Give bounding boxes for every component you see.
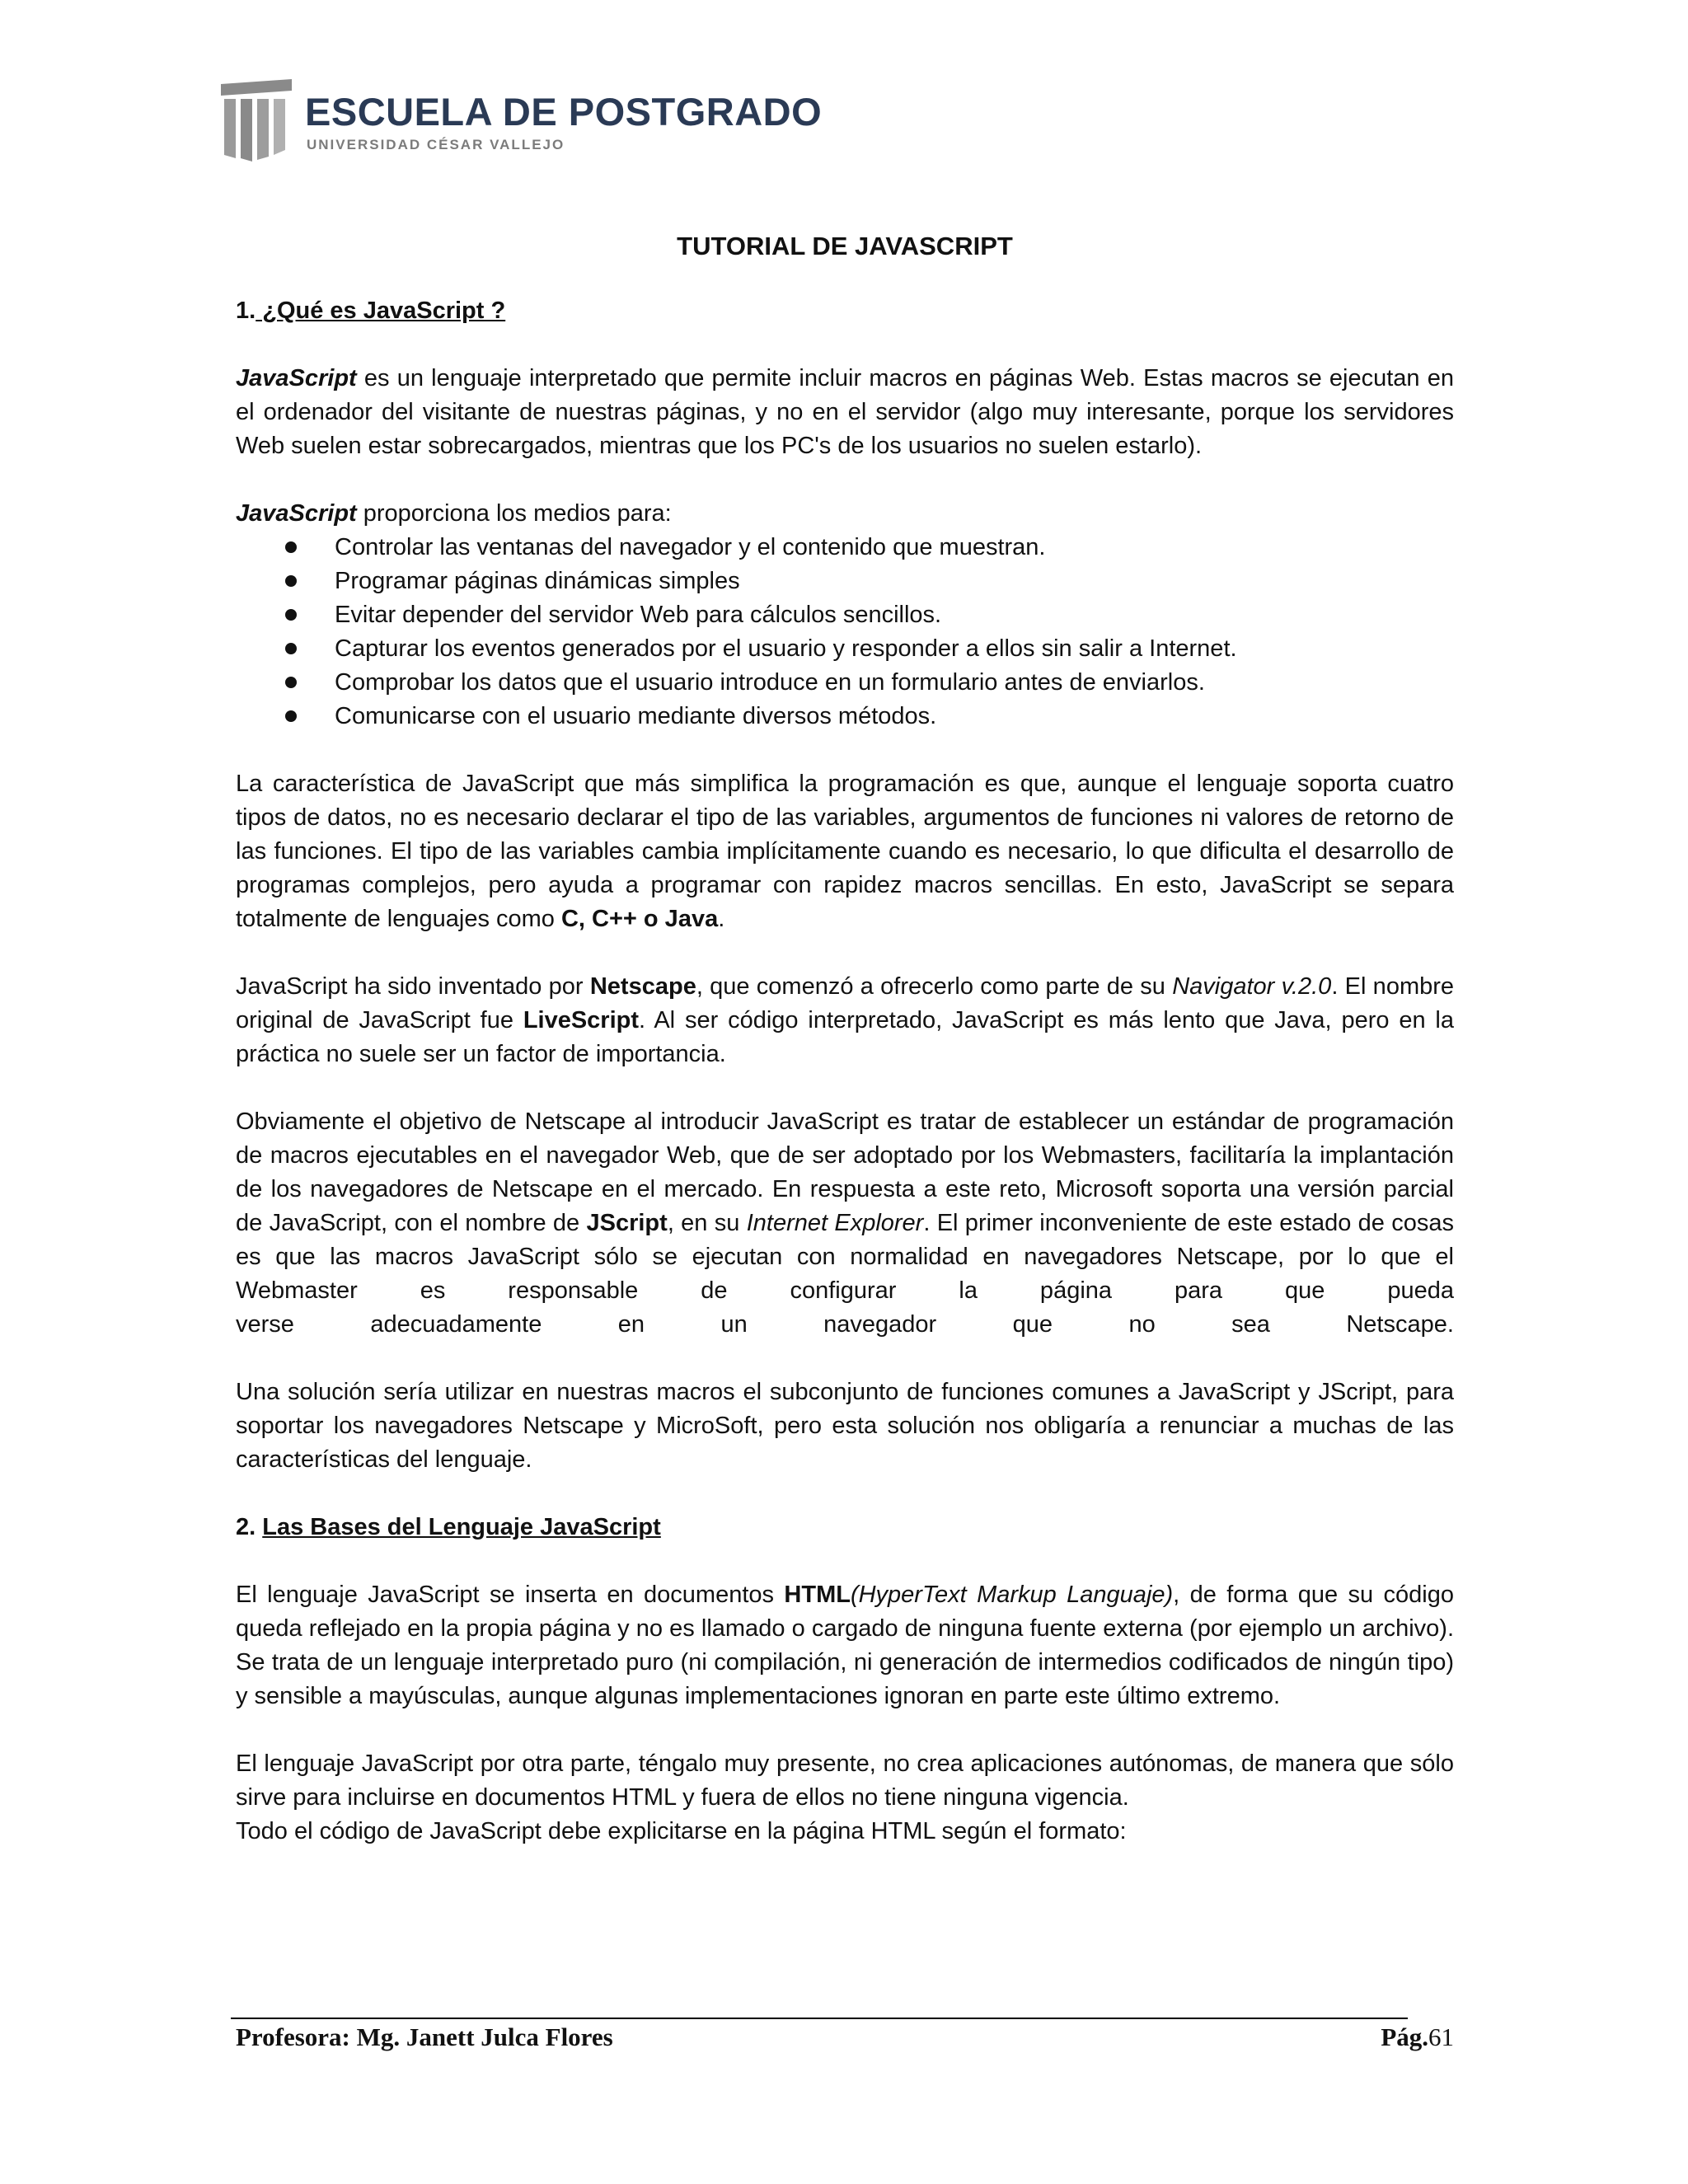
section-2-paragraph-1: El lenguaje JavaScript se inserta en documentos HTML(HyperText Markup Languaje), de forma que su código queda reflejado en la propia página y no es llamado o cargado de ninguna fuente externa (por ejemplo un archivo). Se trata de un lenguaje interpretado puro (ni compilación, ni generación de intermedios codificados de ningún tipo) y sensible a mayúsculas, aunque algunas implementaciones ignoran en parte este último extremo.: [236, 1582, 1454, 1709]
document-title: TUTORIAL DE JAVASCRIPT: [677, 232, 1013, 260]
document-body: [236, 229, 1454, 1849]
section-1-title: ¿Qué es JavaScript ?: [256, 298, 506, 324]
section-1-number: 1.: [236, 298, 256, 324]
logo-subtitle: UNIVERSIDAD CÉSAR VALLEJO: [307, 137, 565, 152]
justified-last-line: verse adecuadamente en un navegador que no sea Netscape.: [236, 1311, 1454, 1338]
page-footer: [236, 2022, 1454, 2052]
page-indicator: [1381, 2022, 1454, 2052]
list-item: Comunicarse con el usuario mediante diversos métodos.: [236, 700, 1454, 733]
page-number: 61: [1428, 2022, 1454, 2051]
footer-author: Profesora: Mg. Janett Julca Flores: [236, 2022, 613, 2051]
section-1-paragraph-6: Una solución sería utilizar en nuestras macros el subconjunto de funciones comunes a JavaScript y JScript, para soportar los navegadores Netscape y MicroSoft, pero esta solución nos obligaría a renunciar a muchas de las características del lenguaje.: [236, 1379, 1454, 1473]
page-label: Pág.: [1381, 2022, 1428, 2051]
section-2-number: 2.: [236, 1514, 263, 1540]
term-javascript: JavaScript: [236, 365, 357, 391]
logo-title: ESCUELA DE POSTGRADO: [305, 90, 823, 134]
features-list: [236, 531, 1454, 733]
section-2-title: Las Bases del Lenguaje JavaScript: [262, 1514, 661, 1540]
section-1-paragraph-2: JavaScript proporciona los medios para:: [236, 500, 672, 527]
section-1-paragraph-5: Obviamente el objetivo de Netscape al introducir JavaScript es tratar de establecer un estándar de programación de macros ejecutables en el navegador Web, que de ser adoptado por los Webmasters, facilitaría la implantación de los navegadores de Netscape en el mercado. En respuesta a este reto, Microsoft soporta una versión parcial de JavaScript, con el nombre de JScript, en su Internet Explorer. El primer inconveniente de este estado de cosas es que las macros JavaScript sólo se ejecutan con normalidad en navegadores Netscape, por lo que el Webmaster es responsable de configurar la página para que pueda verse adecuadamente en un navegador que no sea Netscape.: [236, 1105, 1454, 1342]
section-1-paragraph-4: JavaScript ha sido inventado por Netscape, que comenzó a ofrecerlo como parte de su Navigator v.2.0. El nombre original de JavaScript fue LiveScript. Al ser código interpretado, JavaScript es más lento que Java, pero en la práctica no suele ser un factor de importancia.: [236, 973, 1455, 1067]
section-1-paragraph-3: La característica de JavaScript que más simplifica la programación es que, aunque el lenguaje soporta cuatro tipos de datos, no es necesario declarar el tipo de las variables, argumentos de funciones ni valores de retorno de las funciones. El tipo de las variables cambia implícitamente cuando es necesario, lo que dificulta el desarrollo de programas complejos, pero ayuda a programar con rapidez macros sencillas. En esto, JavaScript se separa totalmente de lenguajes como C, C++ o Java.: [236, 771, 1454, 932]
logo-emblem-icon: [221, 79, 292, 162]
university-logo: [221, 79, 823, 170]
section-2-heading: [236, 1511, 1454, 1544]
section-2-paragraph-3: Todo el código de JavaScript debe explicitarse en la página HTML según el formato:: [236, 1818, 1127, 1844]
list-item: Programar páginas dinámicas simples: [236, 565, 1454, 598]
footer-divider: [231, 2018, 1408, 2019]
section-1-heading: [236, 294, 1454, 328]
section-1-paragraph-1: JavaScript es un lenguaje interpretado que permite incluir macros en páginas Web. Estas macros se ejecutan en el ordenador del visitante de nuestras páginas, y no en el servidor (algo muy interesante, porque los servidores Web suelen estar sobrecargados, mientras que los PC's de los usuarios no suelen estarlo).: [236, 365, 1454, 459]
list-item: Capturar los eventos generados por el usuario y responder a ellos sin salir a Internet.: [236, 632, 1454, 666]
list-item: Comprobar los datos que el usuario introduce en un formulario antes de enviarlos.: [236, 666, 1454, 700]
section-2-paragraph-2: El lenguaje JavaScript por otra parte, téngalo muy presente, no crea aplicaciones autónomas, de manera que sólo sirve para incluirse en documentos HTML y fuera de ellos no tiene ninguna vigencia.: [236, 1750, 1454, 1811]
term-javascript: JavaScript: [236, 500, 357, 527]
list-item: Controlar las ventanas del navegador y el contenido que muestran.: [236, 531, 1454, 565]
list-item: Evitar depender del servidor Web para cálculos sencillos.: [236, 598, 1454, 632]
